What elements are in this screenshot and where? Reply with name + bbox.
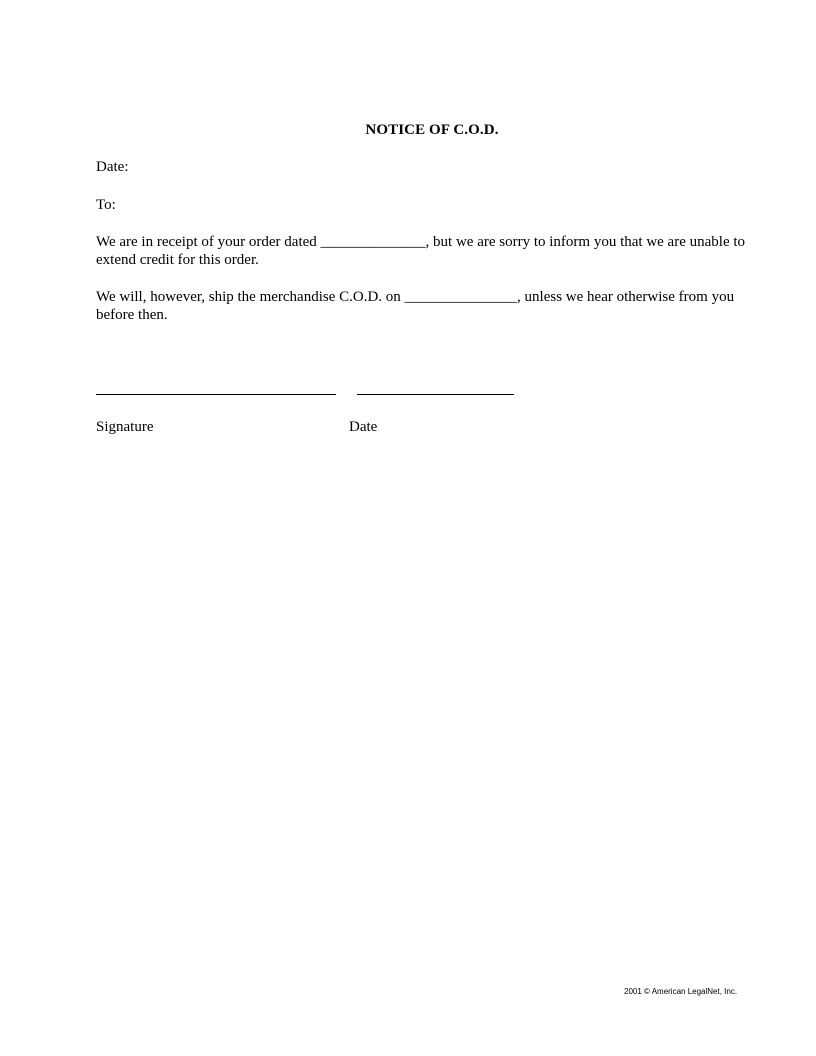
- paragraph-order-receipt: [96, 233, 766, 269]
- ship-date-blank: _______________: [404, 289, 518, 305]
- paragraph-ship-cod: [96, 288, 766, 324]
- signature-line: [96, 394, 336, 395]
- order-date-blank: ______________: [320, 234, 426, 250]
- paragraph-ship-cod-text-end: , unless we hear otherwise from you before then.: [96, 289, 735, 323]
- to-label: To:: [96, 197, 116, 213]
- copyright-footer: 2001 © American LegalNet, Inc.: [624, 987, 738, 996]
- signature-date-label: Date: [349, 419, 378, 435]
- paragraph-order-receipt-text-end: , but we are sorry to inform you that we are unable to extend credit for this order.: [96, 234, 746, 268]
- document-title: NOTICE OF C.O.D.: [365, 122, 499, 138]
- signature-label: Signature: [96, 419, 154, 435]
- paragraph-order-receipt-text-start: We are in receipt of your order dated: [96, 234, 321, 250]
- paragraph-ship-cod-text-start: We will, however, ship the merchandise C.O.D. on: [96, 289, 405, 305]
- date-label: Date:: [96, 159, 129, 175]
- signature-date-line: [357, 394, 514, 395]
